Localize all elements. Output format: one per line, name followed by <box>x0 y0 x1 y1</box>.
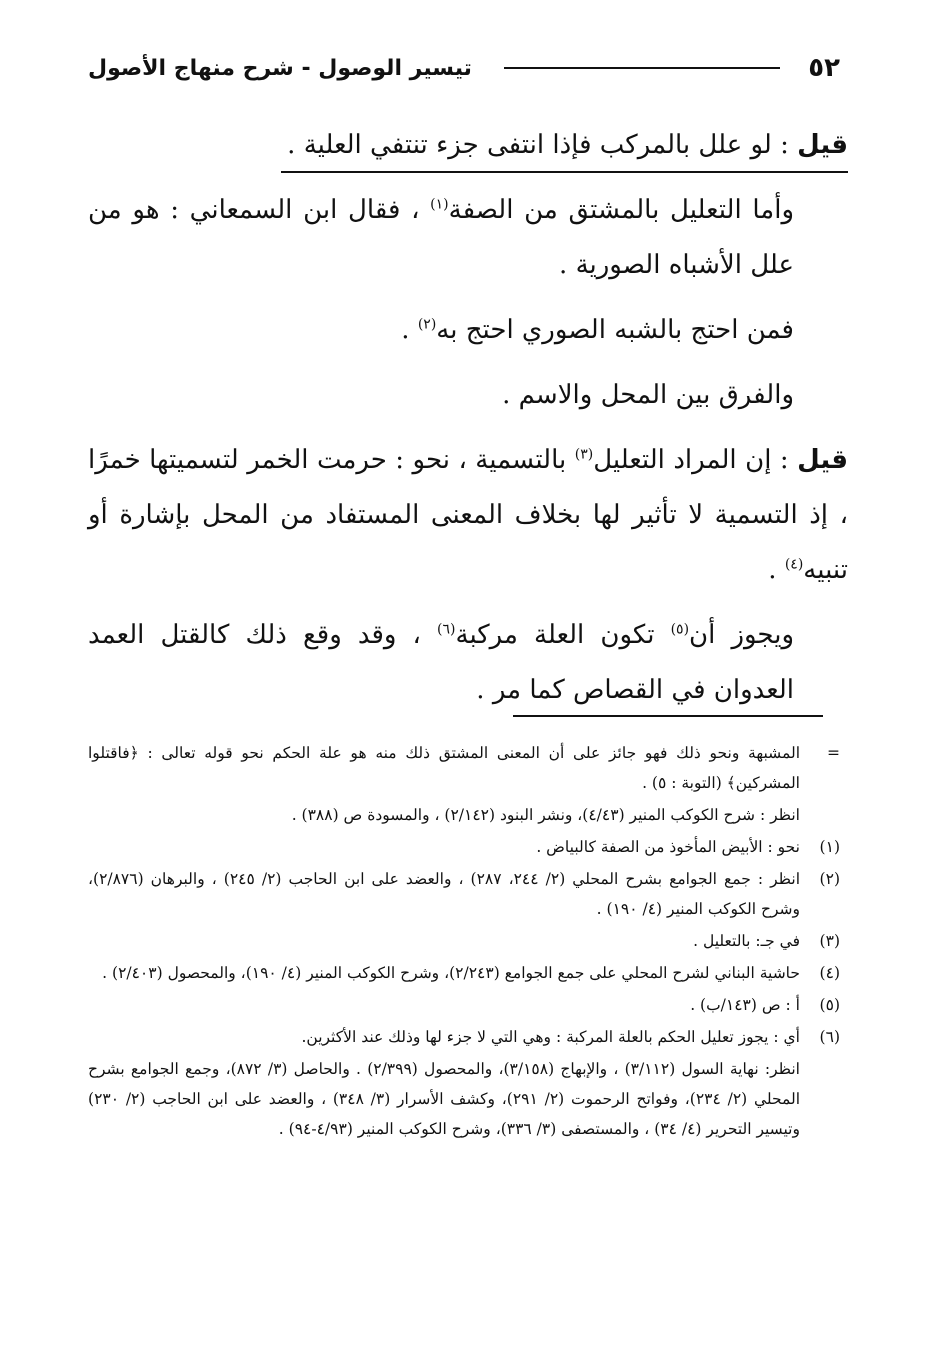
paragraph-2-text-b: ، فقال ابن السمعاني : هو من علل الأشباه الصورية . <box>88 195 794 280</box>
footnote-item <box>88 832 840 862</box>
footnotes <box>88 738 840 1146</box>
continuation-mark: = <box>827 744 840 762</box>
footnote-ref-4: (٤) <box>784 556 804 573</box>
footnote-ref-2: (٢) <box>417 316 437 333</box>
footnote-text: أي : يجوز تعليل الحكم بالعلة المركبة : وهي التي لا جزء لها وذلك عند الأكثرين. <box>301 1028 800 1046</box>
footnote-continued-refs: انظر : شرح الكوكب المنير (٤/٤٣)، ونشر البنود (٢/١٤٢) ، والمسودة ص (٣٨٨) . <box>291 806 800 824</box>
footnote-mark: (٥) <box>819 996 840 1014</box>
paragraph-4-text: والفرق بين المحل والاسم . <box>502 380 794 410</box>
footnote-separator <box>513 715 823 717</box>
header-rule <box>504 67 780 69</box>
paragraph-5 <box>88 433 848 598</box>
footnote-item <box>88 864 840 924</box>
footnote-mark: (٢) <box>819 870 840 888</box>
footnote-mark: (١) <box>819 838 840 856</box>
paragraph-2 <box>88 183 848 293</box>
paragraph-5-text-a: : إن المراد التعليل <box>593 445 789 475</box>
footnote-ref-5: (٥) <box>670 621 690 638</box>
footnote-mark: (٣) <box>819 932 840 950</box>
matn-quote <box>281 119 848 173</box>
paragraph-4 <box>88 368 848 423</box>
paragraph-6-text-b: تكون العلة مركبة <box>455 620 655 650</box>
paragraph-5-text-c: . <box>768 555 777 585</box>
footnote-ref-6: (٦) <box>437 621 456 638</box>
footnote-item <box>88 1022 840 1052</box>
footnote-continued <box>88 738 840 798</box>
footnote-ref-3: (٣) <box>574 446 594 463</box>
qila-keyword: قيل <box>797 445 848 475</box>
paragraph-6-text-a: ويجوز أن <box>689 620 795 650</box>
paragraph-5-text-b: بالتسمية ، نحو : حرمت الخمر لتسميتها خمرًا ، إذ التسمية لا تأثير لها بخلاف المعنى المستفاد من المحل بإشارة أو تنبيه <box>88 445 848 585</box>
running-title: تيسير الوصول - شرح منهاج الأصول <box>88 55 472 81</box>
footnote-text: انظر : جمع الجوامع بشرح المحلي (٢/ ٢٤٤، ٢٨٧) ، والعضد على ابن الحاجب (٢/ ٢٤٥) ، والبرهان (٢/٨٧٦)، وشرح الكوكب المنير (٤/ ١٩٠) . <box>88 870 800 918</box>
main-text <box>88 118 848 728</box>
paragraph-6 <box>88 608 848 718</box>
footnote-6-refs: انظر: نهاية السول (٣/١١٢) ، والإبهاج (٣/١٥٨)، والمحصول (٢/٣٩٩) . والحاصل (٣/ ٨٧٢)، وجمع الجوامع بشرح المحلي (٢/ ٢٣٤)، وفواتح الرحموت (٢/ ٢٩١)، وكشف الأسرار (٣/ ٣٤٨) ، والعضد على ابن الحاجب (٢/ ٢٣٠) وتيسير التحرير (٤/ ٣٤) ، والمستصفى (٣/ ٣٣٦)، وشرح الكوكب المنير (٤/٩٣-٩٤) . <box>88 1060 801 1138</box>
footnote-mark: (٦) <box>819 1028 840 1046</box>
footnote-text: نحو : الأبيض المأخوذ من الصفة كالبياض . <box>536 838 800 856</box>
paragraph-1-text: : لو علل بالمركب فإذا انتفى جزء تنتفي العلية . <box>287 130 789 160</box>
paragraph-1 <box>88 118 848 173</box>
footnote-item <box>88 926 840 956</box>
footnote-text: في جـ: بالتعليل . <box>693 932 800 950</box>
footnote-text: أ : ص (١٤٣/ب) . <box>690 996 800 1014</box>
footnote-ref-1: (١) <box>430 196 449 213</box>
qila-keyword: قيل <box>797 130 848 160</box>
paragraph-6-text-c: ، وقد وقع ذلك كالقتل العمد العدوان في القصاص كما مر . <box>88 620 794 705</box>
footnote-continued-text: المشبهة ونحو ذلك فهو جائز على أن المعنى المشتق ذلك منه هو علة الحكم نحو قوله تعالى : ﴿فاقتلوا المشركين﴾ (التوبة : ٥) . <box>88 744 800 792</box>
footnote-item <box>88 990 840 1020</box>
page-header <box>88 48 840 88</box>
page-number: ٥٢ <box>808 53 840 83</box>
footnote-item <box>88 958 840 988</box>
footnote-mark: (٤) <box>819 964 840 982</box>
paragraph-3-text-a: فمن احتج بالشبه الصوري احتج به <box>436 315 794 345</box>
paragraph-3-text-b: . <box>401 315 410 345</box>
footnote-text: حاشية البناني لشرح المحلي على جمع الجوامع (٢/٢٤٣)، وشرح الكوكب المنير (٤/ ١٩٠)، والمحصول (٢/٤٠٣) . <box>102 964 800 982</box>
paragraph-2-text-a: وأما التعليل بالمشتق من الصفة <box>448 195 795 225</box>
paragraph-3 <box>88 303 848 358</box>
